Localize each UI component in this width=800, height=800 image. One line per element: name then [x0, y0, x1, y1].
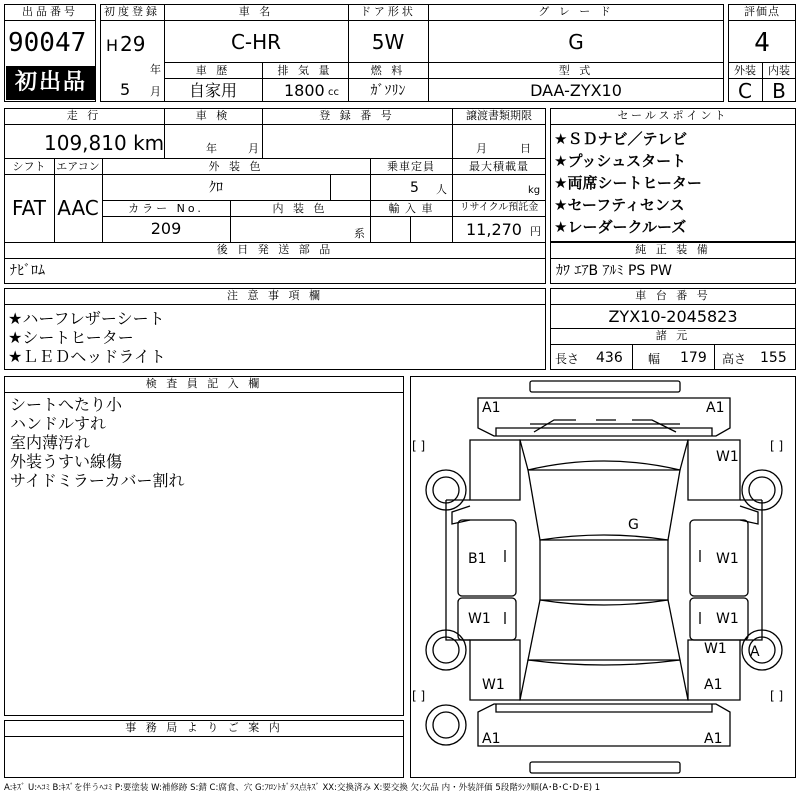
model-label: 型 式 — [558, 64, 594, 77]
inspector-label: 検 査 員 記 入 欄 — [145, 377, 263, 390]
grade-label: グ レ ー ド — [538, 5, 614, 18]
height-label: 高さ — [722, 352, 747, 366]
recycle-fee: 11,270 — [466, 220, 522, 239]
dims-label: 諸 元 — [655, 329, 691, 342]
note-item: ★ＬＥＤヘッドライト — [8, 347, 166, 366]
reg-label: 初度登録 — [104, 5, 160, 18]
damage-mark: A — [750, 644, 760, 660]
sales-item: ★プッシュスタート — [554, 152, 687, 170]
inspector-line: シートへたり小 — [10, 395, 123, 414]
intcolor-unit: 系 — [354, 227, 365, 240]
first-listing-badge: 初出品 — [6, 66, 96, 100]
ac-label: エアコン — [56, 160, 100, 173]
inspector-line: ハンドルすれ — [10, 414, 107, 433]
damage-mark: W1 — [704, 641, 727, 657]
damage-mark: B1 — [468, 551, 487, 567]
office-label: 事 務 局 よ り ご 案 内 — [125, 721, 283, 734]
legend: A:ｷｽﾞ U:ﾍｺﾐ B:ｷｽﾞを伴うﾍｺﾐ P:要塗装 W:補修跡 S:錆 C:腐食、穴 G:ﾌﾛﾝﾄｶﾞﾗｽ点ｷｽﾞ XX:交換済み X:要交換 欠:欠品 内・外装評価 5段階ﾗﾝｸ順(A･B･C･D･E) 1 — [4, 783, 601, 793]
width: 179 — [680, 350, 707, 366]
damage-mark: A1 — [482, 400, 501, 416]
damage-mark: A1 — [706, 400, 725, 416]
regno-label: 登 録 番 号 — [319, 109, 395, 122]
score: 4 — [754, 28, 770, 58]
disp-label: 排 気 量 — [277, 64, 333, 77]
damage-mark: A1 — [704, 677, 723, 693]
damage-mark: A1 — [704, 731, 723, 747]
damage-mark: W1 — [482, 677, 505, 693]
reg-month-unit: 月 — [150, 85, 161, 98]
reg-era: H — [106, 36, 119, 55]
ext-label: 外装 — [734, 64, 756, 77]
history: 自家用 — [188, 81, 237, 100]
width-label: 幅 — [648, 352, 661, 366]
grade: G — [568, 30, 584, 54]
ext-grade: C — [738, 79, 752, 103]
bracket-mark: [ ] — [770, 439, 784, 453]
int-grade: B — [772, 79, 786, 103]
lot-number: 90047 — [8, 28, 87, 58]
ext-color: ｸﾛ — [209, 180, 223, 196]
color-number: 209 — [150, 219, 182, 238]
displacement: 1800 — [284, 81, 325, 100]
equipment: ｶﾜ ｴｱB ｱﾙﾐ PS PW — [556, 263, 673, 279]
mileage: 109,810 km — [44, 131, 165, 155]
damage-mark: W1 — [468, 611, 491, 627]
sales-label: セールスポイント — [617, 109, 729, 122]
door-type: 5W — [371, 30, 405, 54]
ac: AAC — [57, 196, 99, 220]
model: DAA-ZYX10 — [530, 81, 622, 100]
sales-item: ★レーダークルーズ — [554, 218, 687, 236]
damage-mark: A1 — [482, 731, 501, 747]
recycle-unit: 円 — [530, 225, 541, 238]
note-item: ★シートヒーター — [8, 328, 134, 347]
sales-item: ★セーフティセンス — [554, 196, 685, 214]
length-label: 長さ — [555, 352, 580, 366]
equipment-label: 純 正 装 備 — [635, 243, 711, 256]
reg-month: 5 — [120, 80, 131, 99]
int-label: 内装 — [768, 64, 790, 77]
reg-year-unit: 年 — [150, 63, 161, 76]
capacity: 5 — [410, 180, 419, 196]
bracket-mark: [ ] — [412, 689, 426, 703]
later-parts: ﾅﾋﾞﾛﾑ — [10, 263, 45, 279]
disp-unit: cc — [328, 87, 339, 98]
import-label: 輸 入 車 — [388, 202, 434, 215]
bracket-mark: [ ] — [412, 439, 426, 453]
bracket-mark: [ ] — [770, 689, 784, 703]
shift-label: シフト — [12, 160, 46, 173]
note-item: ★ハーフレザーシート — [8, 309, 165, 328]
inspector-line: 室内薄汚れ — [10, 433, 91, 452]
transfer-label: 譲渡書類期限 — [466, 109, 532, 122]
lot-label: 出品番号 — [22, 5, 78, 18]
inspect-month: 月 — [248, 142, 259, 155]
transfer-month: 月 — [476, 142, 487, 155]
length: 436 — [596, 350, 623, 366]
damage-mark: W1 — [716, 449, 739, 465]
door-label: ドア形状 — [360, 5, 416, 18]
chassis-number: ZYX10-2045823 — [608, 307, 738, 326]
car-name: C-HR — [230, 30, 282, 54]
chassis-label: 車 台 番 号 — [635, 289, 711, 302]
load-label: 最大積載量 — [469, 160, 529, 173]
inspect-label: 車 検 — [195, 109, 231, 122]
inspector-line: サイドミラーカバー割れ — [10, 471, 185, 490]
mileage-label: 走 行 — [66, 109, 102, 122]
inspect-year: 年 — [206, 142, 217, 155]
history-label: 車 歴 — [195, 64, 231, 77]
load-unit: kg — [528, 185, 541, 196]
color-label: 外 装 色 — [208, 160, 264, 173]
transfer-day: 日 — [520, 142, 531, 155]
fuel: ｶﾞｿﾘﾝ — [370, 83, 406, 99]
colorno-label: カラー No. — [128, 202, 204, 215]
fuel-label: 燃 料 — [370, 64, 406, 77]
capacity-label: 乗車定員 — [387, 160, 435, 173]
damage-mark: G — [628, 517, 639, 533]
name-label: 車 名 — [238, 5, 274, 18]
capacity-unit: 人 — [436, 183, 447, 196]
later-parts-label: 後 日 発 送 部 品 — [216, 243, 334, 256]
inspector-line: 外装うすい線傷 — [10, 452, 123, 471]
damage-mark: W1 — [716, 551, 739, 567]
reg-year: 29 — [120, 32, 146, 56]
recycle-label: リサイクル預託金 — [459, 202, 539, 213]
height: 155 — [760, 350, 787, 366]
damage-mark: W1 — [716, 611, 739, 627]
sales-item: ★ＳＤナビ／テレビ — [554, 130, 688, 148]
notes-label: 注 意 事 項 欄 — [227, 289, 323, 302]
intcolor-label: 内 装 色 — [272, 202, 328, 215]
sales-item: ★両席シートヒーター — [554, 174, 702, 192]
score-label: 評価点 — [744, 5, 780, 18]
shift: FAT — [11, 196, 46, 220]
